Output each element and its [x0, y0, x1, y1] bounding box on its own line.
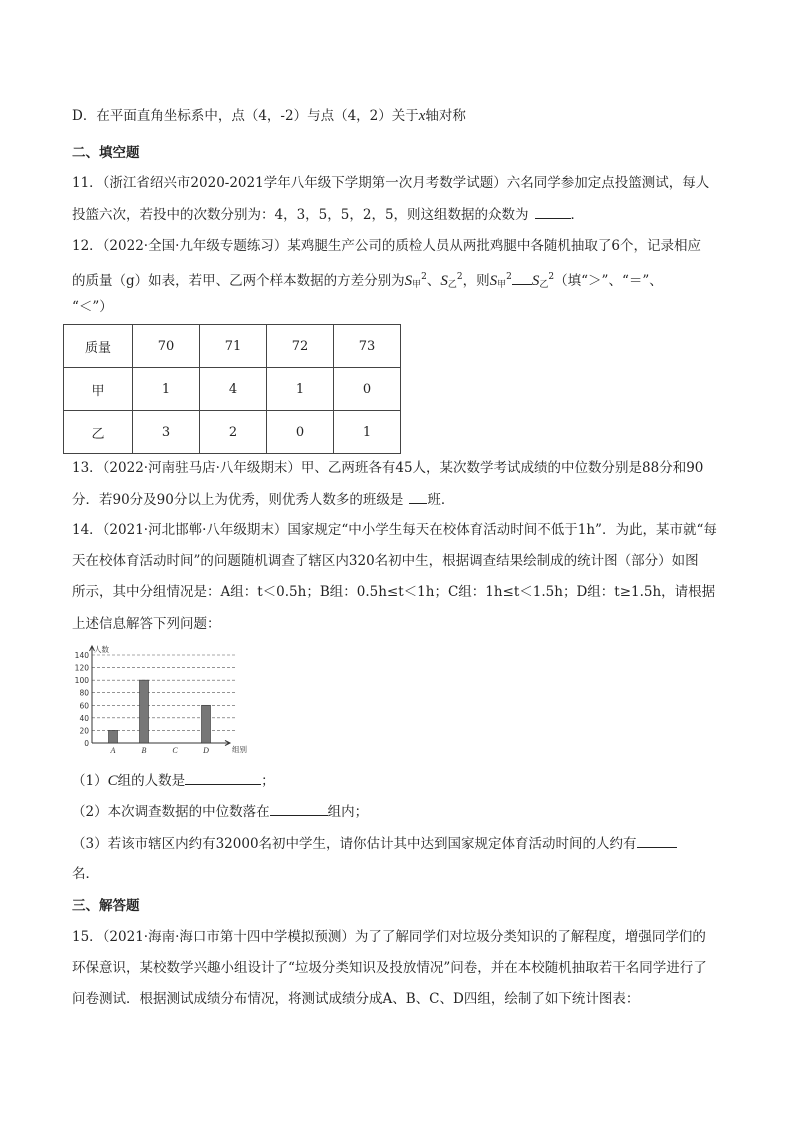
y-tick-label: 140 — [74, 651, 89, 660]
q14-line4: 上述信息解答下列问题： — [72, 616, 221, 632]
q13-line1: 13．（2022·河南驻马店·八年级期末）甲、乙两班各有45人，某次数学考试成绩的中位数分别是88分和90 — [72, 460, 704, 476]
q14-line1: 14．（2021·河北邯郸·八年级期末）国家规定“中小学生每天在校体育活动时间不低于1h”．为此，某市就“每 — [72, 522, 717, 538]
table-cell: 3 — [133, 411, 200, 454]
q14-sub2-blank[interactable] — [270, 801, 328, 816]
y-tick-label: 0 — [84, 739, 89, 748]
q12-line3: “＜”） — [72, 299, 113, 315]
y-axis-label: 人数 — [94, 645, 109, 654]
q14-sub3-blank[interactable] — [637, 833, 677, 848]
y-tick-label: 40 — [79, 713, 89, 723]
bar-B — [140, 680, 149, 743]
section-fill-in: 二、填空题 — [72, 145, 140, 161]
table-cell: 0 — [334, 368, 401, 411]
table-cell: 质量 — [64, 325, 133, 368]
table-cell: 70 — [133, 325, 200, 368]
bar-A — [109, 730, 118, 743]
q15-line1: 15．（2021·海南·海口市第十四中学模拟预测）为了了解同学们对垃圾分类知识的了解程度，增强同学们的 — [72, 929, 706, 945]
table-cell: 1 — [133, 368, 200, 411]
table-cell: 71 — [200, 325, 267, 368]
q14-sub3: （3）若该市辖区内约有32000名初中学生，请你估计其中达到国家规定体育活动时间的人约有 — [72, 833, 677, 854]
q14-line2: 天在校体育活动时间”的问题随机调查了辖区内320名初中生，根据调查结果绘制成的统计图（部分）如图 — [72, 553, 699, 569]
y-tick-label: 60 — [79, 701, 89, 711]
table-cell: 甲 — [64, 368, 133, 411]
q13-answer-blank[interactable] — [409, 489, 427, 504]
q14-line3: 所示，其中分组情况是：A组：t＜0.5h；B组：0.5h≤t＜1h；C组：1h≤t＜1.5h；D组：t≥1.5h，请根据 — [72, 584, 716, 600]
q11-answer-blank[interactable] — [535, 204, 571, 219]
q11-line1: 11．（浙江省绍兴市2020-2021学年八年级下学期第一次月考数学试题）六名同学参加定点投篮测试，每人 — [72, 175, 710, 191]
x-tick-label: D — [203, 746, 209, 755]
y-tick-label: 120 — [74, 663, 89, 673]
x-tick-label: B — [141, 746, 147, 755]
section-solve: 三、解答题 — [72, 898, 140, 914]
x-axis-label: 组别 — [232, 745, 247, 754]
table-row — [64, 368, 401, 411]
table-header-row — [64, 325, 401, 368]
option-d: D．在平面直角坐标系中，点（4，-2）与点（4，2）关于x轴对称 — [72, 108, 466, 124]
y-tick-label: 20 — [79, 726, 89, 736]
table-cell: 1 — [334, 411, 401, 454]
table-cell: 73 — [334, 325, 401, 368]
y-tick-label: 80 — [79, 688, 89, 698]
bar-D — [202, 705, 211, 743]
x-tick-label: A — [110, 746, 116, 755]
table-row — [64, 411, 401, 454]
table-cell: 0 — [267, 411, 334, 454]
x-tick-label: C — [172, 746, 178, 755]
table-cell: 1 — [267, 368, 334, 411]
table-cell: 2 — [200, 411, 267, 454]
table-cell: 4 — [200, 368, 267, 411]
q15-line2: 环保意识，某校数学兴趣小组设计了“垃圾分类知识及投放情况”问卷，并在本校随机抽取若干名同学进行了 — [72, 960, 707, 976]
q13-line2: 分．若90分及90分以上为优秀，则优秀人数多的班级是 班． — [72, 489, 454, 510]
q12-line1: 12．（2022·全国·九年级专题练习）某鸡腿生产公司的质检人员从两批鸡腿中各随机抽取了6个，记录相应 — [72, 238, 701, 254]
y-tick-label: 100 — [74, 676, 89, 686]
mass-table — [63, 324, 401, 454]
q14-sub2: （2）本次调查数据的中位数落在 组内； — [72, 801, 368, 822]
q12-line2: 的质量（g）如表，若甲、乙两个样本数据的方差分别为$S_甲^2$、$S_乙^2$，则$S_甲^2$ $S_乙^2$（填“＞”、“＝”、 — [72, 272, 663, 290]
q12-answer-blank[interactable] — [512, 270, 532, 285]
table-cell: 72 — [267, 325, 334, 368]
q14-sub3-end: 名． — [72, 866, 99, 882]
q15-line3: 问卷测试．根据测试成绩分布情况，将测试成绩分成A、B、C、D四组，绘制了如下统计图表： — [72, 991, 640, 1007]
q11-line2: 投篮六次，若投中的次数分别为：4，3，5，5，2，5，则这组数据的众数为 ． — [72, 204, 584, 225]
bar-chart — [62, 643, 272, 758]
q14-sub1: （1）C组的人数是 ； — [72, 770, 275, 791]
q14-sub1-blank[interactable] — [185, 770, 261, 785]
table-cell: 乙 — [64, 411, 133, 454]
